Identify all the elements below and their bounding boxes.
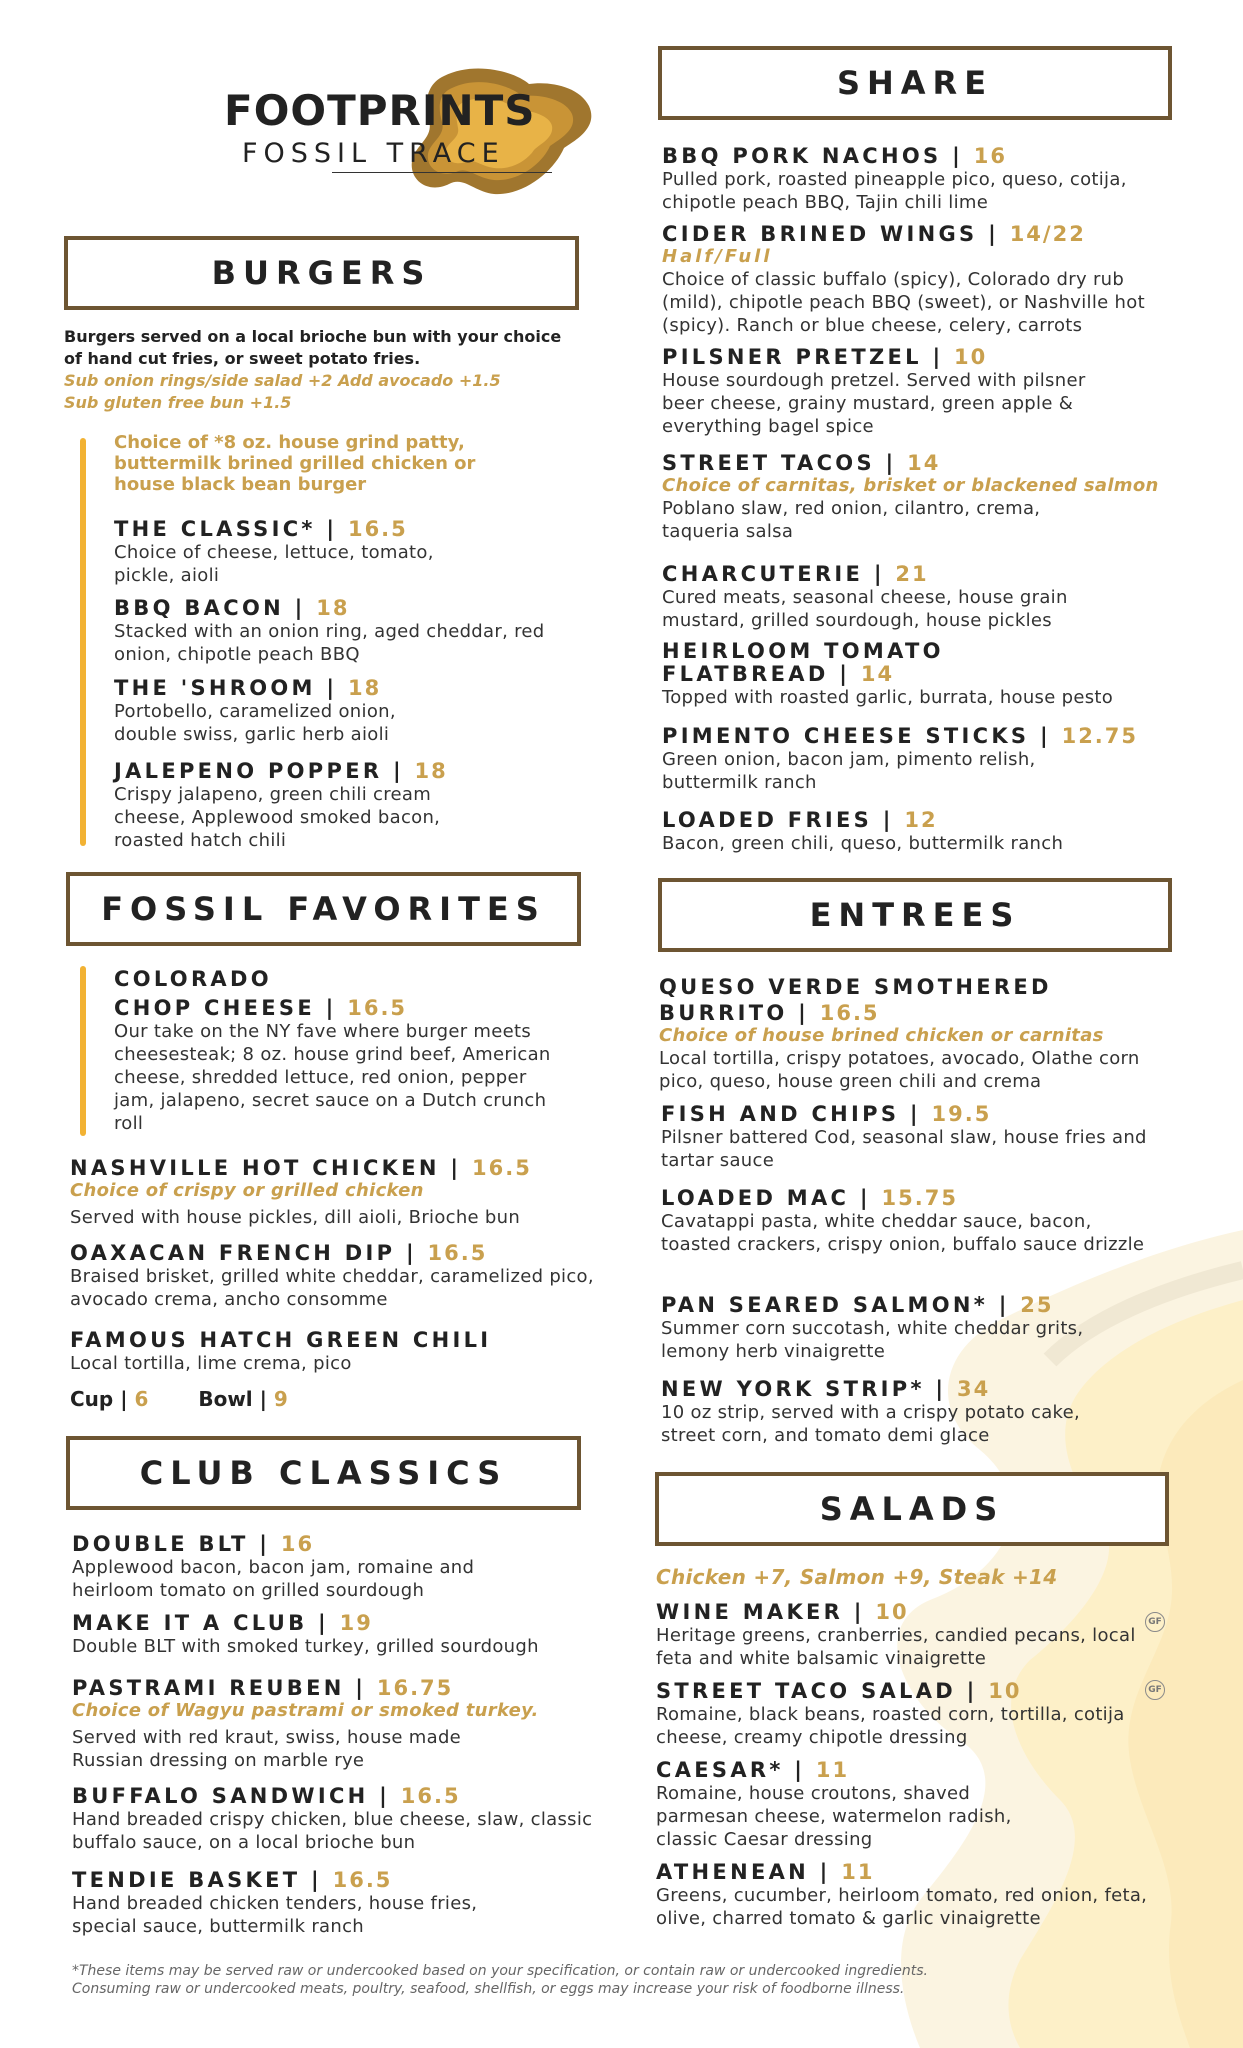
entrees-title: ENTREES bbox=[809, 896, 1021, 934]
burgers-intro-text: Burgers served on a local brioche bun with your choice of hand cut fries, or sweet potato fries. bbox=[64, 327, 562, 368]
item-name: CHOP CHEESE bbox=[114, 996, 315, 1020]
item-choice: Choice of carnitas, brisket or blackened salmon bbox=[662, 475, 1159, 496]
item-price: 16.5 bbox=[400, 1784, 461, 1808]
gluten-free-badge: GF bbox=[1145, 1612, 1165, 1632]
bowl-price: 9 bbox=[273, 1387, 288, 1411]
menu-item: WINE MAKER | 10 Heritage greens, cranberries, candied pecans, local feta and white balsamic vinaigrette bbox=[656, 1601, 1191, 1670]
item-name: BUFFALO SANDWICH bbox=[72, 1784, 369, 1808]
cup-price: 6 bbox=[134, 1387, 149, 1411]
item-description: Romaine, house croutons, shaved parmesan cheese, watermelon radish, classic Caesar dressing bbox=[656, 1783, 1012, 1850]
item-name: WINE MAKER bbox=[656, 1600, 844, 1624]
item-description: Double BLT with smoked turkey, grilled sourdough bbox=[72, 1636, 539, 1657]
item-name: LOADED MAC bbox=[661, 1186, 850, 1210]
cup-label: Cup bbox=[70, 1387, 114, 1411]
item-price: 10 bbox=[954, 345, 988, 369]
chili-cup-bowl-prices: Cup | 6 Bowl | 9 bbox=[70, 1387, 288, 1411]
item-price: 19 bbox=[339, 1611, 373, 1635]
item-description: Heritage greens, cranberries, candied pecans, local feta and white balsamic vinaigrette bbox=[656, 1625, 1136, 1669]
menu-item: THE CLASSIC* | 16.5 Choice of cheese, lettuce, tomato, pickle, aioli bbox=[114, 518, 594, 587]
item-description: Greens, cucumber, heirloom tomato, red onion, feta, olive, charred tomato & garlic vinaigrette bbox=[656, 1885, 1148, 1929]
item-name: CHARCUTERIE bbox=[662, 562, 864, 586]
item-price: 11 bbox=[815, 1758, 850, 1782]
item-description: Topped with roasted garlic, burrata, house pesto bbox=[662, 687, 1114, 708]
item-price: 16.75 bbox=[376, 1676, 454, 1700]
item-description: Served with house pickles, dill aioli, Brioche bun bbox=[70, 1207, 521, 1228]
burgers-accent-bar bbox=[80, 438, 86, 846]
item-description: Our take on the NY fave where burger meets cheesesteak; 8 oz. house grind beef, American cheese, shredded lettuce, red onion, pepper jam, jalapeno, secret sauce on a Dutch crunch roll bbox=[114, 1021, 551, 1134]
disclaimer-line2: Consuming raw or undercooked meats, poultry, seafood, shellfish, or eggs may increase your risk of foodborne illness. bbox=[72, 1981, 905, 1997]
burgers-intro bbox=[64, 326, 584, 414]
item-description: Hand breaded crispy chicken, blue cheese, slaw, classic buffalo sauce, on a local brioche bun bbox=[72, 1809, 593, 1853]
item-description: Choice of classic buffalo (spicy), Colorado dry rub (mild), chipotle peach BBQ (sweet), or Nashville hot (spicy). Ranch or blue cheese, celery, carrots bbox=[662, 269, 1145, 336]
menu-item: PIMENTO CHEESE STICKS | 12.75 Green onion, bacon jam, pimento relish, buttermilk ranch bbox=[662, 724, 1139, 793]
item-description: Cured meats, seasonal cheese, house grain mustard, grilled sourdough, house pickles bbox=[662, 587, 1068, 631]
menu-item: LOADED FRIES | 12 Bacon, green chili, queso, buttermilk ranch bbox=[662, 809, 1192, 855]
item-price: 16.5 bbox=[472, 1156, 532, 1180]
item-name: PIMENTO CHEESE STICKS bbox=[662, 724, 1030, 748]
menu-item: CIDER BRINED WINGS | 14/22 Half/Full Choice of classic buffalo (spicy), Colorado dry rub (mild), chipotle peach BBQ (sweet), or Nashville hot (spicy). Ranch or blue cheese, celery, carrots bbox=[662, 223, 1192, 337]
item-name: THE 'SHROOM bbox=[114, 676, 316, 700]
item-description: Summer corn succotash, white cheddar grits, lemony herb vinaigrette bbox=[661, 1318, 1084, 1362]
menu-item bbox=[70, 1329, 610, 1375]
logo-subtitle: FOSSIL TRACE bbox=[242, 138, 505, 169]
item-price: 16.5 bbox=[427, 1241, 488, 1265]
item-price: 18 bbox=[316, 596, 350, 620]
menu-item: BBQ PORK NACHOS | 16 Pulled pork, roasted pineapple pico, queso, cotija, chipotle peach BBQ, Tajin chili lime bbox=[662, 145, 1192, 214]
menu-item: TENDIE BASKET | 16.5 Hand breaded chicken tenders, house fries, special sauce, buttermilk ranch bbox=[72, 1869, 612, 1938]
fossil-favorites-title: FOSSIL FAVORITES bbox=[101, 890, 546, 928]
item-description: Poblano slaw, red onion, cilantro, crema, taqueria salsa bbox=[662, 498, 1041, 542]
salads-protein-addons: Chicken +7, Salmon +9, Steak +14 bbox=[656, 1565, 1058, 1589]
salads-heading bbox=[655, 1472, 1169, 1546]
item-price: 10 bbox=[875, 1600, 909, 1624]
item-description: House sourdough pretzel. Served with pilsner beer cheese, grainy mustard, green apple & everything bagel spice bbox=[662, 370, 1086, 437]
menu-item: HEIRLOOM TOMATO FLATBREAD | 14 Topped with roasted garlic, burrata, house pesto bbox=[662, 640, 1192, 709]
item-price: 10 bbox=[988, 1679, 1022, 1703]
item-name: FLATBREAD bbox=[662, 662, 829, 686]
item-name: PAN SEARED SALMON* bbox=[661, 1293, 989, 1317]
menu-item: QUESO VERDE SMOTHERED BURRITO | 16.5 Choice of house brined chicken or carnitas Local tortilla, crispy potatoes, avocado, Olathe corn pico, queso, house green chili and crema bbox=[659, 976, 1194, 1093]
logo-wordmark: FOOTPRINTS bbox=[224, 86, 536, 135]
item-description: Crispy jalapeno, green chili cream cheese, Applewood smoked bacon, roasted hatch chili bbox=[114, 784, 441, 851]
fossil-favorites-heading bbox=[66, 872, 581, 946]
restaurant-logo bbox=[224, 62, 594, 202]
item-name-line1: HEIRLOOM TOMATO bbox=[662, 639, 944, 663]
item-name: STREET TACOS bbox=[662, 451, 875, 475]
item-description: Choice of cheese, lettuce, tomato, pickle, aioli bbox=[114, 542, 434, 586]
item-description: Served with red kraut, swiss, house made Russian dressing on marble rye bbox=[72, 1727, 462, 1771]
share-heading bbox=[658, 46, 1172, 120]
menu-item: FISH AND CHIPS | 19.5 Pilsner battered Cod, seasonal slaw, house fries and tartar sauce bbox=[661, 1103, 1196, 1172]
menu-item: COLORADO CHOP CHEESE | 16.5 Our take on the NY fave where burger meets cheesesteak; 8 oz. house grind beef, American cheese, shredded lettuce, red onion, pepper jam, jalapeno, secret sauce on a Dutch crunch roll bbox=[114, 968, 584, 1135]
gluten-free-badge: GF bbox=[1145, 1680, 1165, 1700]
item-price: 12.75 bbox=[1061, 724, 1139, 748]
item-price: 16.5 bbox=[332, 1868, 393, 1892]
item-name: THE CLASSIC* bbox=[114, 517, 316, 541]
menu-item: STREET TACO SALAD | 10 Romaine, black beans, roasted corn, tortilla, cotija cheese, creamy chipotle dressing bbox=[656, 1680, 1191, 1749]
share-title: SHARE bbox=[836, 64, 994, 102]
salads-title: SALADS bbox=[819, 1490, 1005, 1528]
item-name: TENDIE BASKET bbox=[72, 1868, 301, 1892]
fossil-accent-bar bbox=[80, 966, 86, 1136]
item-description: Cavatappi pasta, white cheddar sauce, bacon, toasted crackers, crispy onion, buffalo sauce drizzle bbox=[661, 1211, 1145, 1255]
item-choice: Choice of crispy or grilled chicken bbox=[70, 1180, 424, 1201]
item-name-line1: QUESO VERDE SMOTHERED bbox=[659, 975, 1052, 999]
item-price: 18 bbox=[348, 676, 382, 700]
item-price: 11 bbox=[841, 1860, 875, 1884]
entrees-heading bbox=[658, 878, 1172, 952]
disclaimer-line1: *These items may be served raw or undercooked based on your specification, or contain raw or undercooked ingredients. bbox=[72, 1963, 929, 1979]
menu-item: PILSNER PRETZEL | 10 House sourdough pretzel. Served with pilsner beer cheese, grainy mustard, green apple & everything bagel spice bbox=[662, 346, 1192, 438]
menu-item: NASHVILLE HOT CHICKEN | 16.5 Choice of crispy or grilled chicken Served with house pickles, dill aioli, Brioche bun bbox=[70, 1157, 610, 1229]
item-price: 16 bbox=[280, 1532, 315, 1556]
item-description: 10 oz strip, served with a crispy potato cake, street corn, and tomato demi glace bbox=[661, 1402, 1081, 1446]
item-price: 14 bbox=[907, 451, 941, 475]
item-description: Pulled pork, roasted pineapple pico, queso, cotija, chipotle peach BBQ, Tajin chili lime bbox=[662, 169, 1127, 213]
item-name: OAXACAN FRENCH DIP bbox=[70, 1241, 396, 1265]
item-name: JALEPENO POPPER bbox=[114, 759, 383, 783]
menu-item: NEW YORK STRIP* | 34 10 oz strip, served with a crispy potato cake, street corn, and tomato demi glace bbox=[661, 1378, 1196, 1447]
food-safety-disclaimer bbox=[72, 1962, 1182, 1998]
item-name: BURRITO bbox=[659, 1001, 788, 1025]
burgers-title: BURGERS bbox=[211, 254, 432, 292]
item-name: MAKE IT A CLUB bbox=[72, 1611, 308, 1635]
item-description: Green onion, bacon jam, pimento relish, buttermilk ranch bbox=[662, 749, 1036, 793]
item-name: LOADED FRIES bbox=[662, 808, 873, 832]
item-choice: Half/Full bbox=[662, 246, 773, 267]
menu-item: OAXACAN FRENCH DIP | 16.5 Braised brisket, grilled white cheddar, caramelized pico, avocado crema, ancho consomme bbox=[70, 1242, 610, 1311]
item-price: 14 bbox=[860, 662, 895, 686]
menu-item: THE 'SHROOM | 18 Portobello, caramelized onion, double swiss, garlic herb aioli bbox=[114, 677, 594, 746]
menu-item: JALEPENO POPPER | 18 Crispy jalapeno, green chili cream cheese, Applewood smoked bacon, roasted hatch chili bbox=[114, 760, 594, 852]
item-name: STREET TACO SALAD bbox=[656, 1679, 957, 1703]
club-classics-title: CLUB CLASSICS bbox=[139, 1454, 508, 1492]
item-description: Braised brisket, grilled white cheddar, caramelized pico, avocado crema, ancho consomme bbox=[70, 1266, 594, 1310]
menu-item: MAKE IT A CLUB | 19 Double BLT with smoked turkey, grilled sourdough bbox=[72, 1612, 612, 1658]
bowl-label: Bowl bbox=[198, 1387, 253, 1411]
item-price: 34 bbox=[957, 1377, 991, 1401]
item-name: PASTRAMI REUBEN bbox=[72, 1676, 345, 1700]
item-description: Pilsner battered Cod, seasonal slaw, house fries and tartar sauce bbox=[661, 1127, 1147, 1171]
item-description: Stacked with an onion ring, aged cheddar, red onion, chipotle peach BBQ bbox=[114, 621, 545, 665]
item-description: Local tortilla, lime crema, pico bbox=[70, 1353, 352, 1374]
burgers-heading bbox=[64, 236, 579, 310]
item-name: FISH AND CHIPS bbox=[661, 1102, 900, 1126]
item-description: Bacon, green chili, queso, buttermilk ranch bbox=[662, 833, 1064, 854]
item-price: 16.5 bbox=[347, 517, 408, 541]
menu-item: PASTRAMI REUBEN | 16.75 Choice of Wagyu pastrami or smoked turkey. Served with red kraut, swiss, house made Russian dressing on marble rye bbox=[72, 1677, 612, 1772]
item-choice: Choice of house brined chicken or carnitas bbox=[659, 1025, 1104, 1046]
item-description: Applewood bacon, bacon jam, romaine and heirloom tomato on grilled sourdough bbox=[72, 1557, 475, 1601]
item-name: BBQ BACON bbox=[114, 596, 284, 620]
menu-item: STREET TACOS | 14 Choice of carnitas, brisket or blackened salmon Poblano slaw, red onion, cilantro, crema, taqueria salsa bbox=[662, 452, 1197, 543]
item-price: 18 bbox=[414, 759, 448, 783]
item-price: 19.5 bbox=[931, 1102, 992, 1126]
item-name: BBQ PORK NACHOS bbox=[662, 144, 942, 168]
burgers-gluten-free-option: Sub gluten free bun +1.5 bbox=[64, 393, 292, 412]
club-classics-heading bbox=[66, 1436, 581, 1510]
item-price: 14/22 bbox=[1009, 222, 1086, 246]
item-name: DOUBLE BLT bbox=[72, 1532, 249, 1556]
item-name: FAMOUS HATCH GREEN CHILI bbox=[70, 1328, 492, 1352]
menu-item: BUFFALO SANDWICH | 16.5 Hand breaded crispy chicken, blue cheese, slaw, classic buffalo sauce, on a local brioche bun bbox=[72, 1785, 612, 1854]
menu-item: BBQ BACON | 18 Stacked with an onion ring, aged cheddar, red onion, chipotle peach BBQ bbox=[114, 597, 594, 666]
menu-item: CHARCUTERIE | 21 Cured meats, seasonal cheese, house grain mustard, grilled sourdough, house pickles bbox=[662, 563, 1192, 632]
item-price: 16.5 bbox=[347, 996, 408, 1020]
burgers-protein-choice: Choice of *8 oz. house grind patty, buttermilk brined grilled chicken or house black bean burger bbox=[114, 432, 476, 495]
item-description: Hand breaded chicken tenders, house fries, special sauce, buttermilk ranch bbox=[72, 1893, 478, 1937]
menu-item: CAESAR* | 11 Romaine, house croutons, shaved parmesan cheese, watermelon radish, classic Caesar dressing bbox=[656, 1759, 1191, 1851]
menu-item: ATHENEAN | 11 Greens, cucumber, heirloom tomato, red onion, feta, olive, charred tomato & garlic vinaigrette bbox=[656, 1861, 1191, 1930]
item-name: CIDER BRINED WINGS bbox=[662, 222, 978, 246]
item-name-line1: COLORADO bbox=[114, 967, 272, 991]
menu-item: LOADED MAC | 15.75 Cavatappi pasta, white cheddar sauce, bacon, toasted crackers, crispy onion, buffalo sauce drizzle bbox=[661, 1187, 1196, 1256]
menu-item: DOUBLE BLT | 16 Applewood bacon, bacon jam, romaine and heirloom tomato on grilled sourdough bbox=[72, 1533, 612, 1602]
item-price: 12 bbox=[904, 808, 938, 832]
item-price: 25 bbox=[1020, 1293, 1054, 1317]
item-price: 21 bbox=[895, 562, 929, 586]
item-description: Portobello, caramelized onion, double swiss, garlic herb aioli bbox=[114, 701, 396, 745]
burgers-sub-options: Sub onion rings/side salad +2 Add avocado +1.5 bbox=[64, 371, 501, 390]
item-price: 16 bbox=[973, 144, 1007, 168]
item-price: 16.5 bbox=[819, 1001, 880, 1025]
logo-underline bbox=[332, 172, 552, 173]
item-name: ATHENEAN bbox=[656, 1860, 810, 1884]
item-name: NASHVILLE HOT CHICKEN bbox=[70, 1156, 440, 1180]
item-name: PILSNER PRETZEL bbox=[662, 345, 922, 369]
item-description: Romaine, black beans, roasted corn, tortilla, cotija cheese, creamy chipotle dressing bbox=[656, 1704, 1125, 1748]
item-choice: Choice of Wagyu pastrami or smoked turkey. bbox=[72, 1700, 539, 1721]
item-name: NEW YORK STRIP* bbox=[661, 1377, 925, 1401]
item-name: CAESAR* bbox=[656, 1758, 784, 1782]
item-description: Local tortilla, crispy potatoes, avocado, Olathe corn pico, queso, house green chili and crema bbox=[659, 1048, 1140, 1092]
item-price: 15.75 bbox=[881, 1186, 958, 1210]
menu-item: PAN SEARED SALMON* | 25 Summer corn succotash, white cheddar grits, lemony herb vinaigrette bbox=[661, 1294, 1196, 1363]
